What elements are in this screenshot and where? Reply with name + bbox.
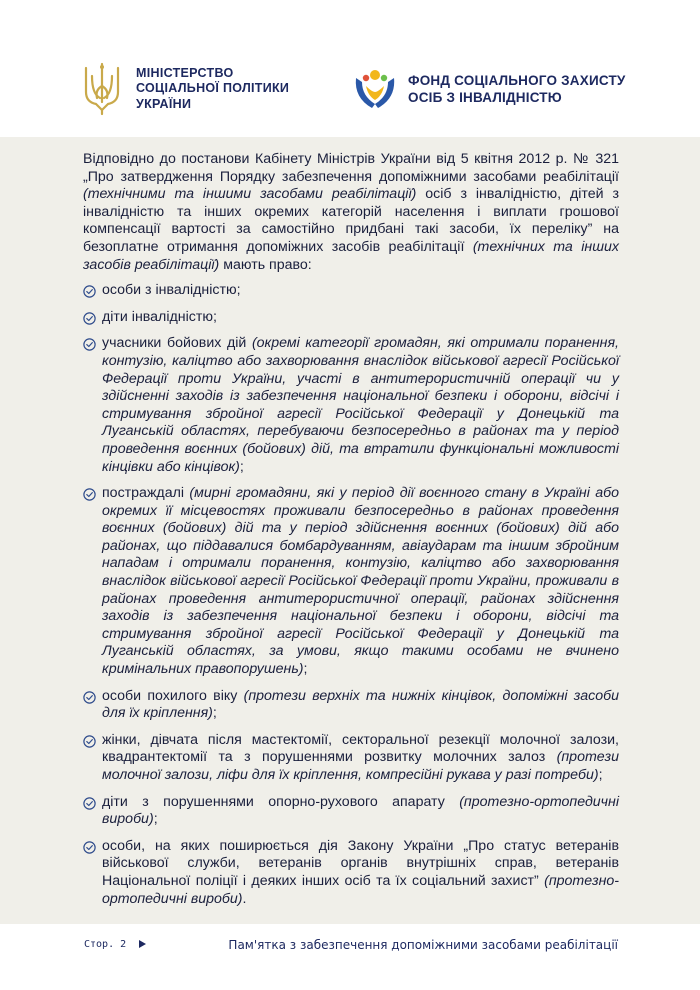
list-item-text: учасники бойових дій (102, 335, 252, 352)
list-item-note: (окремі категорії громадян, які отримали поранення, контузію, каліцтво або захворювання внаслідок військової агресії Російської Федерації проти України, участі в антитерористичній операції чи у здійсненні заходів із забезпечення національної безпеки і оборони, відсічі і стримування збройної агресії Російської Федерації у Донецькій та Луганській областях, перебуваючи безпосередньо в районах та у період проведення воєнних (бойових) дій, та втратили функціональні можливості кінцівки або кінцівок) (102, 335, 619, 475)
list-item-text: постраждалі (102, 485, 190, 502)
check-circle-icon (83, 488, 96, 501)
ministry-block (80, 62, 289, 116)
list-item (83, 282, 619, 300)
list-item-punctuation: ; (598, 767, 603, 783)
list-item (83, 732, 619, 785)
eligibility-list (83, 282, 619, 908)
check-circle-icon (83, 735, 96, 748)
fund-name: ФОНД СОЦІАЛЬНОГО ЗАХИСТУ ОСІБ З ІНВАЛІДНІСТЮ (408, 73, 626, 105)
check-circle-icon (83, 797, 96, 810)
page-header (0, 0, 700, 137)
check-circle-icon (83, 285, 96, 298)
list-item-text: діти з порушеннями опорно-рухового апарату (102, 793, 460, 810)
list-item-punctuation: ; (153, 811, 158, 828)
list-item-punctuation: ; (212, 705, 217, 722)
check-circle-icon (83, 691, 96, 704)
check-circle-icon (83, 338, 96, 351)
arrow-right-icon (139, 940, 146, 948)
list-item-note: (протези молочної залози, ліфи для їх кріплення, компресійні рукава у разі потреби) (102, 749, 619, 783)
document-body (83, 151, 619, 917)
list-item (83, 838, 619, 908)
list-item-punctuation: . (242, 890, 247, 907)
fund-hands-logo-icon (352, 66, 398, 112)
trident-logo-icon (80, 62, 124, 116)
list-item-text: особи похилого віку (102, 687, 244, 704)
list-item-text: діти інвалідністю; (102, 308, 217, 325)
page-footer (0, 924, 700, 990)
list-item-text: особи, на яких поширюється дія Закону України „Про статус ветеранів військової служби, ветеранів органів внутрішніх справ, ветеранів Національної поліції і деяких інших осіб та їх соціальний захист” (102, 837, 619, 889)
list-item-text: особи з інвалідністю; (102, 282, 241, 299)
check-circle-icon (83, 312, 96, 325)
intro-paragraph: Відповідно до постанови Кабінету Міністрів України від 5 квітня 2012 р. № 321 „Про затвердження Порядку забезпечення допоміжними засобами реабілітації (технічними та іншими засобами реабілітації) осіб з інвалідністю, дітей з інвалідністю та інших окремих категорій населення і виплати грошової компенсації вартості за самостійно придбані такі засоби, їх переліку” на безоплатне отримання допоміжних засобів реабілітації (технічних та інших засобів реабілітації) мають право: (83, 151, 619, 273)
list-item-punctuation: ; (239, 458, 244, 475)
list-item (83, 688, 619, 723)
page-number: Стор. 2 (84, 939, 127, 950)
check-circle-icon (83, 841, 96, 854)
list-item-note: (протези верхніх та нижніх кінцівок, допоміжні засоби для їх кріплення) (102, 687, 619, 722)
list-item-text: жінки, дівчата після мастектомії, секторальної резекції молочної залози, квадрантектомії та з порушеннями розвитку молочних залоз (102, 731, 619, 766)
footer-title: Пам'ятка з забезпечення допоміжними засобами реабілітації (228, 938, 618, 952)
list-item (83, 309, 619, 327)
list-item-note: (протезно-ортопедичні вироби) (102, 872, 619, 907)
fund-block (352, 66, 626, 112)
ministry-name: МІНІСТЕРСТВО СОЦІАЛЬНОЇ ПОЛІТИКИ УКРАЇНИ (136, 65, 290, 111)
list-item (83, 485, 619, 679)
list-item (83, 335, 619, 476)
list-item-note: (протезно-ортопедичні вироби) (102, 793, 619, 828)
list-item-note: (мирні громадяни, які у період дії воєнного стану в Україні або окремих її місцевостях проживали безпосередньо в районах проведення воєнних (бойових) дій та у період здійснення воєнних (бойових) дій або районах, що піддавалися бомбардуванням, авіаударам та іншим збройним нападам і отримали поранення, контузію, каліцтво або захворювання внаслідок військової агресії Російської Федерації проти України, проживали в районах проведення антитерористичної операції, районах здійснення заходів із забезпечення національної безпеки і оборони, відсічі та стримування збройної агресії Російської Федерації у Донецькій та Луганській областях, за умови, якщо такими особами не вчинено кримінальних правопорушень) (102, 485, 619, 678)
list-item (83, 794, 619, 829)
list-item-punctuation: ; (303, 661, 308, 678)
